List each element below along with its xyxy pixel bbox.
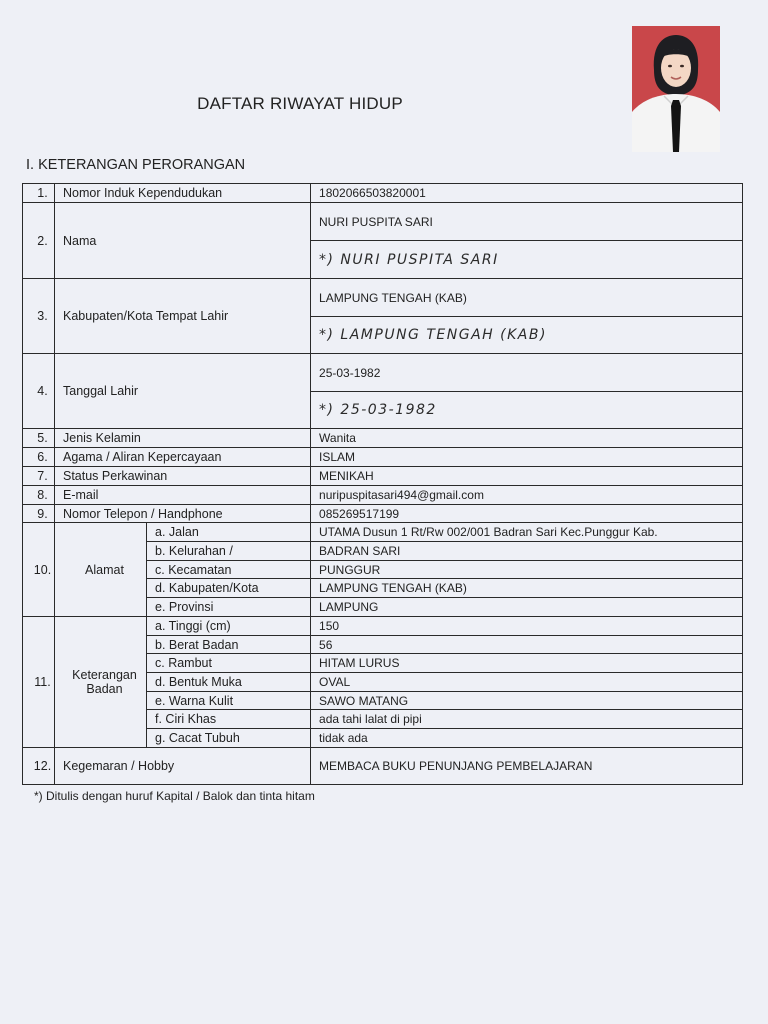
table-row (23, 467, 743, 486)
field-label (55, 617, 147, 748)
field-value: 1802066503820001 (311, 184, 743, 203)
sub-field-label: b. Berat Badan (147, 636, 311, 654)
field-value: LAMPUNG TENGAH (KAB) (311, 279, 743, 317)
sub-field-label: a. Tinggi (cm) (147, 617, 311, 636)
row-number: 11. (23, 617, 55, 748)
field-label: Nama (55, 203, 311, 279)
field-value: 150 (311, 617, 743, 636)
profile-photo (632, 26, 720, 152)
row-number: 8. (23, 486, 55, 505)
footnote: *) Ditulis dengan huruf Kapital / Balok dan tinta hitam (34, 789, 315, 803)
row-number: 10. (23, 523, 55, 617)
field-label: Alamat (55, 523, 147, 617)
row-number: 4. (23, 354, 55, 429)
table-row (23, 279, 743, 317)
field-label: Jenis Kelamin (55, 429, 311, 448)
row-number: 2. (23, 203, 55, 279)
row-number: 5. (23, 429, 55, 448)
table-row (23, 748, 743, 785)
sub-field-label: c. Rambut (147, 654, 311, 673)
table-row (23, 354, 743, 392)
field-label: E-mail (55, 486, 311, 505)
document-title: DAFTAR RIWAYAT HIDUP (197, 94, 403, 113)
field-value: 25-03-1982 (311, 354, 743, 392)
field-value: tidak ada (311, 729, 743, 748)
section-title: I. KETERANGAN PERORANGAN (26, 157, 246, 173)
field-value: 085269517199 (311, 505, 743, 523)
sub-field-label: b. Kelurahan / (147, 542, 311, 561)
sub-field-label: f. Ciri Khas (147, 710, 311, 729)
row-number: 9. (23, 505, 55, 523)
sub-field-label: d. Bentuk Muka (147, 673, 311, 692)
field-value: ISLAM (311, 448, 743, 467)
field-value: LAMPUNG TENGAH (KAB) (311, 579, 743, 598)
field-label: Kegemaran / Hobby (55, 748, 311, 785)
handwritten-value: *) 25-03-1982 (311, 392, 743, 429)
field-label: Status Perkawinan (55, 467, 311, 486)
field-value: nuripuspitasari494@gmail.com (311, 486, 743, 505)
field-value: BADRAN SARI (311, 542, 743, 561)
sub-field-label: d. Kabupaten/Kota (147, 579, 311, 598)
field-label: Nomor Induk Kependudukan (55, 184, 311, 203)
personal-info-table (22, 183, 743, 785)
table-row (23, 505, 743, 523)
field-value: Wanita (311, 429, 743, 448)
sub-field-label: e. Warna Kulit (147, 692, 311, 710)
sub-field-label: g. Cacat Tubuh (147, 729, 311, 748)
field-value: MEMBACA BUKU PENUNJANG PEMBELAJARAN (311, 748, 743, 785)
row-number: 6. (23, 448, 55, 467)
row-number: 1. (23, 184, 55, 203)
field-label: Agama / Aliran Kepercayaan (55, 448, 311, 467)
table-row (23, 203, 743, 241)
field-label: Kabupaten/Kota Tempat Lahir (55, 279, 311, 354)
sub-field-label: a. Jalan (147, 523, 311, 542)
table-row (23, 448, 743, 467)
field-value: 56 (311, 636, 743, 654)
table-row (23, 184, 743, 203)
row-number: 7. (23, 467, 55, 486)
field-value: MENIKAH (311, 467, 743, 486)
field-value: LAMPUNG (311, 598, 743, 617)
handwritten-value: *) LAMPUNG TENGAH (KAB) (311, 317, 743, 354)
sub-field-label: e. Provinsi (147, 598, 311, 617)
table-row (23, 429, 743, 448)
field-value: ada tahi lalat di pipi (311, 710, 743, 729)
table-row (23, 617, 743, 636)
field-value: NURI PUSPITA SARI (311, 203, 743, 241)
row-number: 3. (23, 279, 55, 354)
sub-field-label: c. Kecamatan (147, 561, 311, 579)
field-label-line2: Badan (86, 682, 123, 696)
row-number: 12. (23, 748, 55, 785)
handwritten-value: *) NURI PUSPITA SARI (311, 241, 743, 279)
field-value: SAWO MATANG (311, 692, 743, 710)
table-row (23, 523, 743, 542)
field-label-line1: Keterangan (72, 668, 137, 682)
field-value: OVAL (311, 673, 743, 692)
field-label: Nomor Telepon / Handphone (55, 505, 311, 523)
field-value: PUNGGUR (311, 561, 743, 579)
field-label: Tanggal Lahir (55, 354, 311, 429)
table-row (23, 486, 743, 505)
field-value: UTAMA Dusun 1 Rt/Rw 002/001 Badran Sari Kec.Punggur Kab. (311, 523, 743, 542)
field-value: HITAM LURUS (311, 654, 743, 673)
